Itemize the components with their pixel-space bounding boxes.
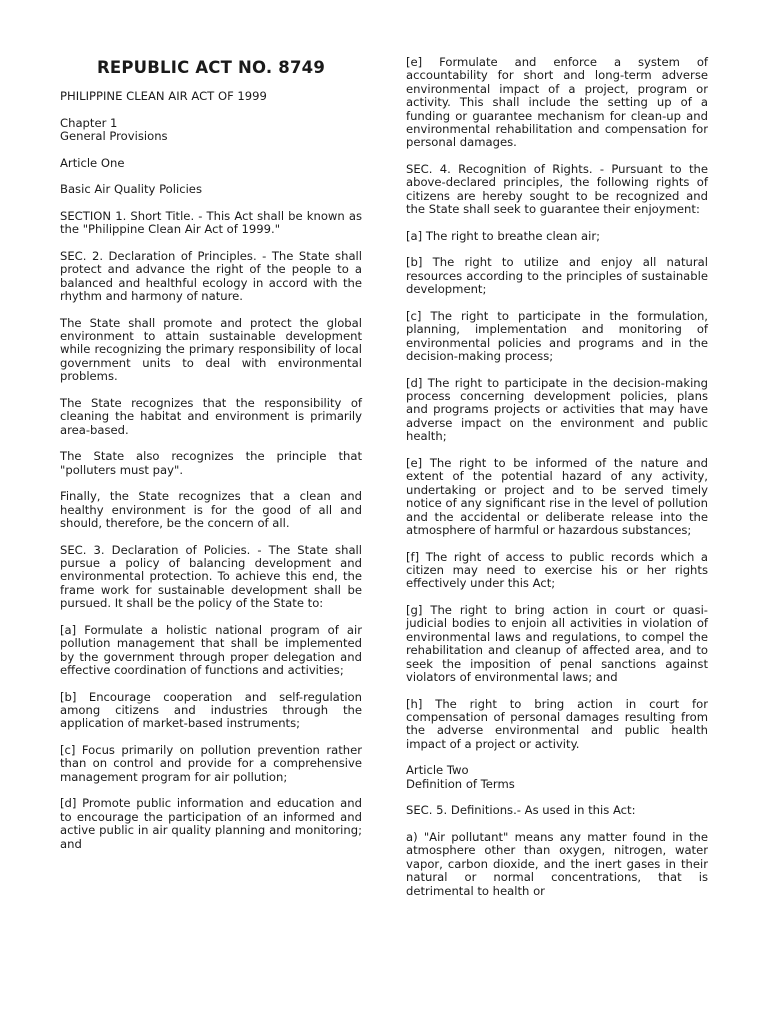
heading-line: General Provisions — [60, 129, 168, 143]
paragraph: [a] Formulate a holistic national program of air pollution management that shall be implemented by the government through proper delegation and effective coordination of functions and activities; — [60, 622, 362, 678]
paragraph: [d] The right to participate in the decision-making process concerning development policies, plans and programs projects or activities that may have adverse impact on the environment and public health; — [406, 375, 708, 444]
heading-line: Chapter 1 — [60, 115, 118, 130]
right-column-body — [406, 56, 708, 898]
paragraph: [c] Focus primarily on pollution prevention rather than on control and provide for a comprehensive management program for air pollution; — [60, 743, 362, 784]
paragraph: [e] The right to be informed of the nature and extent of the potential hazard of any activity, undertaking or project and to be served timely notice of any significant rise in the level of pollution and the accidental or deliberate release into the atmosphere of harmful or hazardous substances; — [406, 455, 708, 537]
document-title: REPUBLIC ACT NO. 8749 — [96, 58, 326, 77]
paragraph: [e] Formulate and enforce a system of accountability for short and long-term adverse environmental impact of a project, program or activity. This shall include the setting up of a funding or guarantee mechanism for clean-up and environmental rehabilitation and compensation for personal damages. — [406, 55, 708, 150]
left-column-body — [60, 90, 362, 851]
paragraph: SECTION 1. Short Title. - This Act shall be known as the "Philippine Clean Air Act of 1999." — [60, 208, 362, 237]
paragraph: Article One — [60, 155, 125, 170]
paragraph: The State shall promote and protect the global environment to attain sustainable development while recognizing the primary responsibility of local government units to deal with environmental problems. — [60, 315, 362, 384]
paragraph: The State recognizes that the responsibility of cleaning the habitat and environment is primarily area-based. — [60, 395, 362, 437]
paragraph: The State also recognizes the principle that "polluters must pay". — [60, 449, 362, 477]
paragraph: [a] The right to breathe clean air; — [406, 228, 601, 243]
left-column — [60, 56, 362, 864]
paragraph: [b] The right to utilize and enjoy all natural resources according to the principles of sustainable development; — [406, 255, 708, 297]
paragraph — [406, 764, 708, 791]
right-column — [406, 56, 708, 911]
paragraph: [h] The right to bring action in court for compensation of personal damages resulting from the adverse environmental and public health impact of a project or activity. — [406, 696, 708, 751]
paragraph: SEC. 4. Recognition of Rights. - Pursuant to the above-declared principles, the following rights of citizens are hereby sought to be recognized and the State shall seek to guarantee their enjoyment: — [406, 162, 708, 217]
paragraph: SEC. 5. Definitions.- As used in this Act: — [406, 803, 636, 818]
paragraph: a) "Air pollutant" means any matter found in the atmosphere other than oxygen, nitrogen, water vapor, carbon dioxide, and the inert gases in their natural or normal concentrations, that is detrimental to health or — [406, 829, 708, 898]
paragraph: SEC. 2. Declaration of Principles. - The State shall protect and advance the right of the people to a balanced and healthful ecology in accord with the rhythm and harmony of nature. — [60, 248, 362, 303]
paragraph: Basic Air Quality Policies — [60, 182, 202, 197]
paragraph: [b] Encourage cooperation and self-regulation among citizens and industries through the application of market-based instruments; — [60, 689, 362, 731]
paragraph: [g] The right to bring action in court or quasi-judicial bodies to enjoin all activities in violation of environmental laws and regulations, to compel the rehabilitation and cleanup of affected area, and to seek the imposition of penal sanctions against violators of environmental laws; and — [406, 602, 708, 684]
paragraph: [c] The right to participate in the formulation, planning, implementation and monitoring of environmental policies and programs and in the decision-making process; — [406, 308, 708, 364]
paragraph: Finally, the State recognizes that a clean and healthy environment is for the good of all and should, therefore, be the concern of all. — [60, 489, 362, 531]
paragraph: PHILIPPINE CLEAN AIR ACT OF 1999 — [60, 89, 267, 103]
heading-line: Article Two — [406, 763, 469, 778]
heading-line: Definition of Terms — [406, 776, 515, 791]
paragraph: [d] Promote public information and education and to encourage the participation of an informed and active public in air quality planning and monitoring; and — [60, 796, 362, 851]
paragraph: [f] The right of access to public records which a citizen may need to exercise his or her rights effectively under this Act; — [406, 549, 708, 591]
paragraph: SEC. 3. Declaration of Policies. - The State shall pursue a policy of balancing development and environmental protection. To achieve this end, the frame work for sustainable development shall be pursued. It shall be the policy of the State to: — [60, 542, 362, 611]
paragraph — [60, 117, 362, 144]
